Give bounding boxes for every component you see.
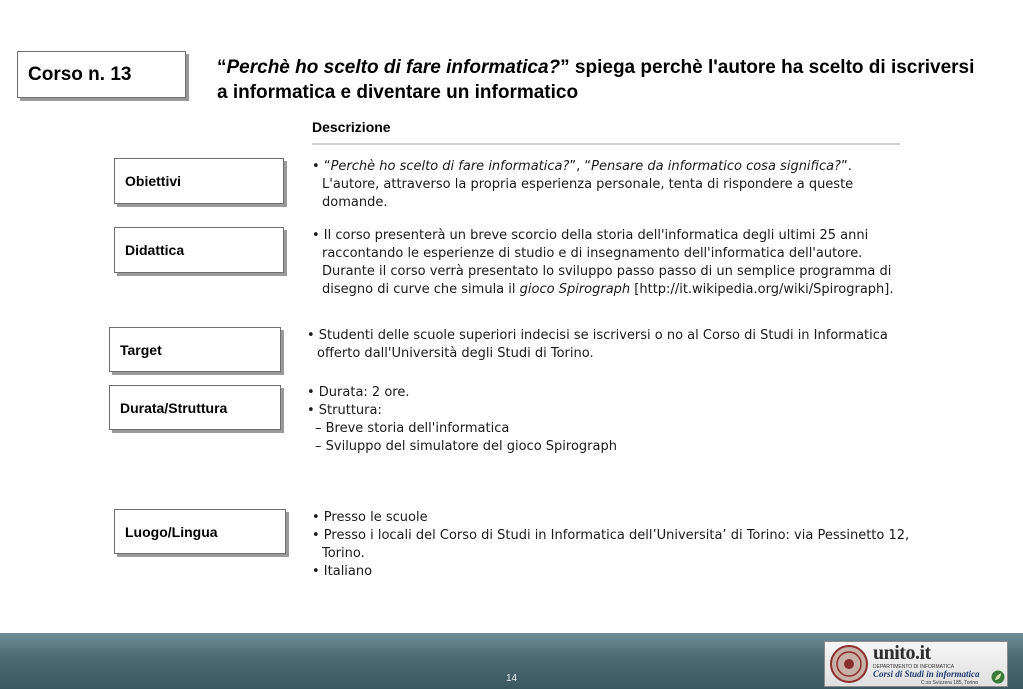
didattica-text-end: [http://it.wikipedia.org/wiki/Spirograph]. xyxy=(630,282,894,297)
target-paragraph: • Studenti delle scuole superiori indecisi se iscriversi o no al Corso di Studi in Informatica offerto dall'Università degli Studi di Torino. xyxy=(307,328,888,361)
section-content-target xyxy=(307,327,897,363)
durata-subitem: – Breve storia dell'informatica xyxy=(315,421,510,436)
section-content-obiettivi xyxy=(312,158,902,212)
section-content-durata xyxy=(307,384,897,456)
page-title xyxy=(217,55,977,105)
didattica-italic: gioco Spirograph xyxy=(519,282,631,297)
section-label-luogo: Luogo/Lingua xyxy=(125,523,218,540)
logo-dept: DEPARTIMENTO DI INFORMATICA xyxy=(873,664,955,670)
didattica-paragraph xyxy=(312,227,912,299)
university-seal-icon xyxy=(829,644,869,684)
section-label-target: Target xyxy=(120,341,162,358)
leaf-icon xyxy=(991,670,1005,684)
footer-bar xyxy=(0,633,1023,689)
section-box-luogo xyxy=(114,509,286,554)
logo-address: C.so Svizzera 185, Torino xyxy=(921,680,978,686)
section-box-target xyxy=(109,327,281,372)
quote-open: “ xyxy=(323,159,331,174)
logo-corsi: Corsi di Studi in informatica xyxy=(873,669,980,679)
unito-logo xyxy=(824,641,1008,687)
description-header: Descrizione xyxy=(312,119,391,135)
luogo-item: • Presso i locali del Corso di Studi in Informatica dell’Universita’ di Torino: via Pessinetto 12, Torino. xyxy=(312,528,910,561)
section-box-durata xyxy=(109,385,281,430)
luogo-item: • Presso le scuole xyxy=(312,510,428,525)
durata-item: • Durata: 2 ore. xyxy=(307,385,410,400)
section-content-luogo xyxy=(312,509,912,581)
quote-sep: ”, “ xyxy=(569,159,592,174)
luogo-item: • Italiano xyxy=(312,564,373,579)
durata-subitem: – Sviluppo del simulatore del gioco Spirograph xyxy=(315,439,617,454)
description-divider xyxy=(312,143,900,145)
section-label-didattica: Didattica xyxy=(125,242,185,258)
didattica-text-start: • Il corso presenterà un breve scorcio della storia dell'informatica degli ultimi 25 anni raccontando le esperienze di studio e di insegnamento dell'informatica dell'autore. Durante il corso verrà presentato lo sviluppo passo passo di un semplice programma di disegno di curve che simula il xyxy=(312,228,892,297)
title-rest: spiega perchè l'autore ha scelto di iscriversi a informatica e diventare un informatico xyxy=(217,57,975,103)
course-number-label: Corso n. 13 xyxy=(28,63,132,85)
title-quote-close: ” xyxy=(560,57,570,78)
page-number: 14 xyxy=(505,673,518,684)
bullet: • xyxy=(312,159,320,174)
section-content-didattica xyxy=(312,227,912,299)
section-label-obiettivi: Obiettivi xyxy=(125,173,182,189)
obiettivi-rest: ”. L'autore, attraverso la propria esperienza personale, tenta di rispondere a queste domande. xyxy=(322,159,854,210)
obiettivi-paragraph xyxy=(312,158,902,212)
course-number-box xyxy=(17,51,186,98)
obiettivi-question-1: Perchè ho scelto di fare informatica? xyxy=(330,159,570,174)
logo-name: unito.it xyxy=(873,642,931,664)
title-quote-open: “ xyxy=(217,57,227,78)
section-box-obiettivi xyxy=(114,158,284,204)
section-label-durata: Durata/Struttura xyxy=(120,399,228,416)
title-italic: Perchè ho scelto di fare informatica? xyxy=(226,57,561,78)
obiettivi-question-2: Pensare da informatico cosa significa? xyxy=(591,159,841,174)
durata-item: • Struttura: xyxy=(307,403,382,418)
section-box-didattica xyxy=(114,227,284,273)
